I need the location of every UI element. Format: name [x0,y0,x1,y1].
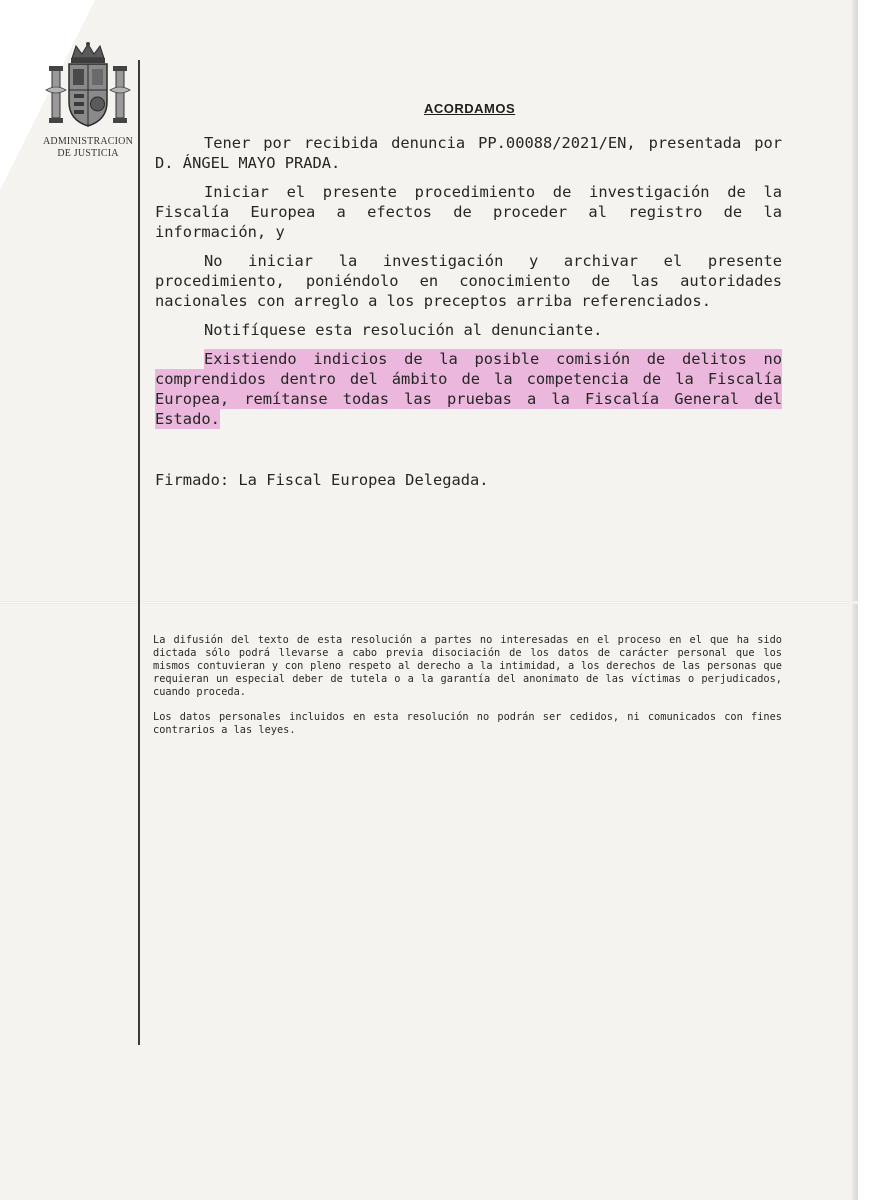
page-fold-crease [0,601,858,604]
paragraph-highlighted-referral [155,349,782,429]
paragraph-initiate-procedure: Iniciar el presente procedimiento de investigación de la Fiscalía Europea a efectos de proceder al registro de la información, y [155,183,782,241]
document-heading: ACORDAMOS [424,101,516,116]
margin-rule [138,60,140,1045]
coat-of-arms-icon [40,40,136,136]
footnote-personal-data-notice: Los datos personales incluidos en esta resolución no podrán ser cedidos, ni comunicados con fines contrarios a las leyes. [153,711,782,736]
footnote-disclosure-notice: La difusión del texto de esta resolución a partes no interesadas en el proceso en el que ha sido dictada sólo podrá llevarse a cabo previa disociación de los datos de carácter personal que los mismos contuvieran y con pleno respeto al derecho a la intimidad, a los derechos de las personas que requieran un especial deber de tutela o a la garantía del anonimato de las víctimas o perjudicados, cuando proceda. [153,634,782,698]
logo-caption-line2: DE JUSTICIA [57,148,119,159]
page-edge-shadow [852,0,858,1200]
paragraph-complaint-received: Tener por recibida denuncia PP.00088/2021/EN, presentada por D. ÁNGEL MAYO PRADA. [155,134,782,172]
paragraph-notify: Notifíquese esta resolución al denunciante. [204,321,603,339]
highlighter-mark: Existiendo indicios de la posible comisión de delitos no comprendidos dentro del ámbito de la competencia de la Fiscalía Europea, remítanse todas las pruebas a la Fiscalía General del Estado. [155,350,782,428]
signature-line: Firmado: La Fiscal Europea Delegada. [155,471,489,489]
paragraph-archive-investigation: No iniciar la investigación y archivar el presente procedimiento, poniéndolo en conocimiento de las autoridades nacionales con arreglo a los preceptos arriba referenciados. [155,252,782,310]
coat-of-arms-logo [38,40,138,165]
logo-caption-line1: ADMINISTRACION [42,136,134,147]
